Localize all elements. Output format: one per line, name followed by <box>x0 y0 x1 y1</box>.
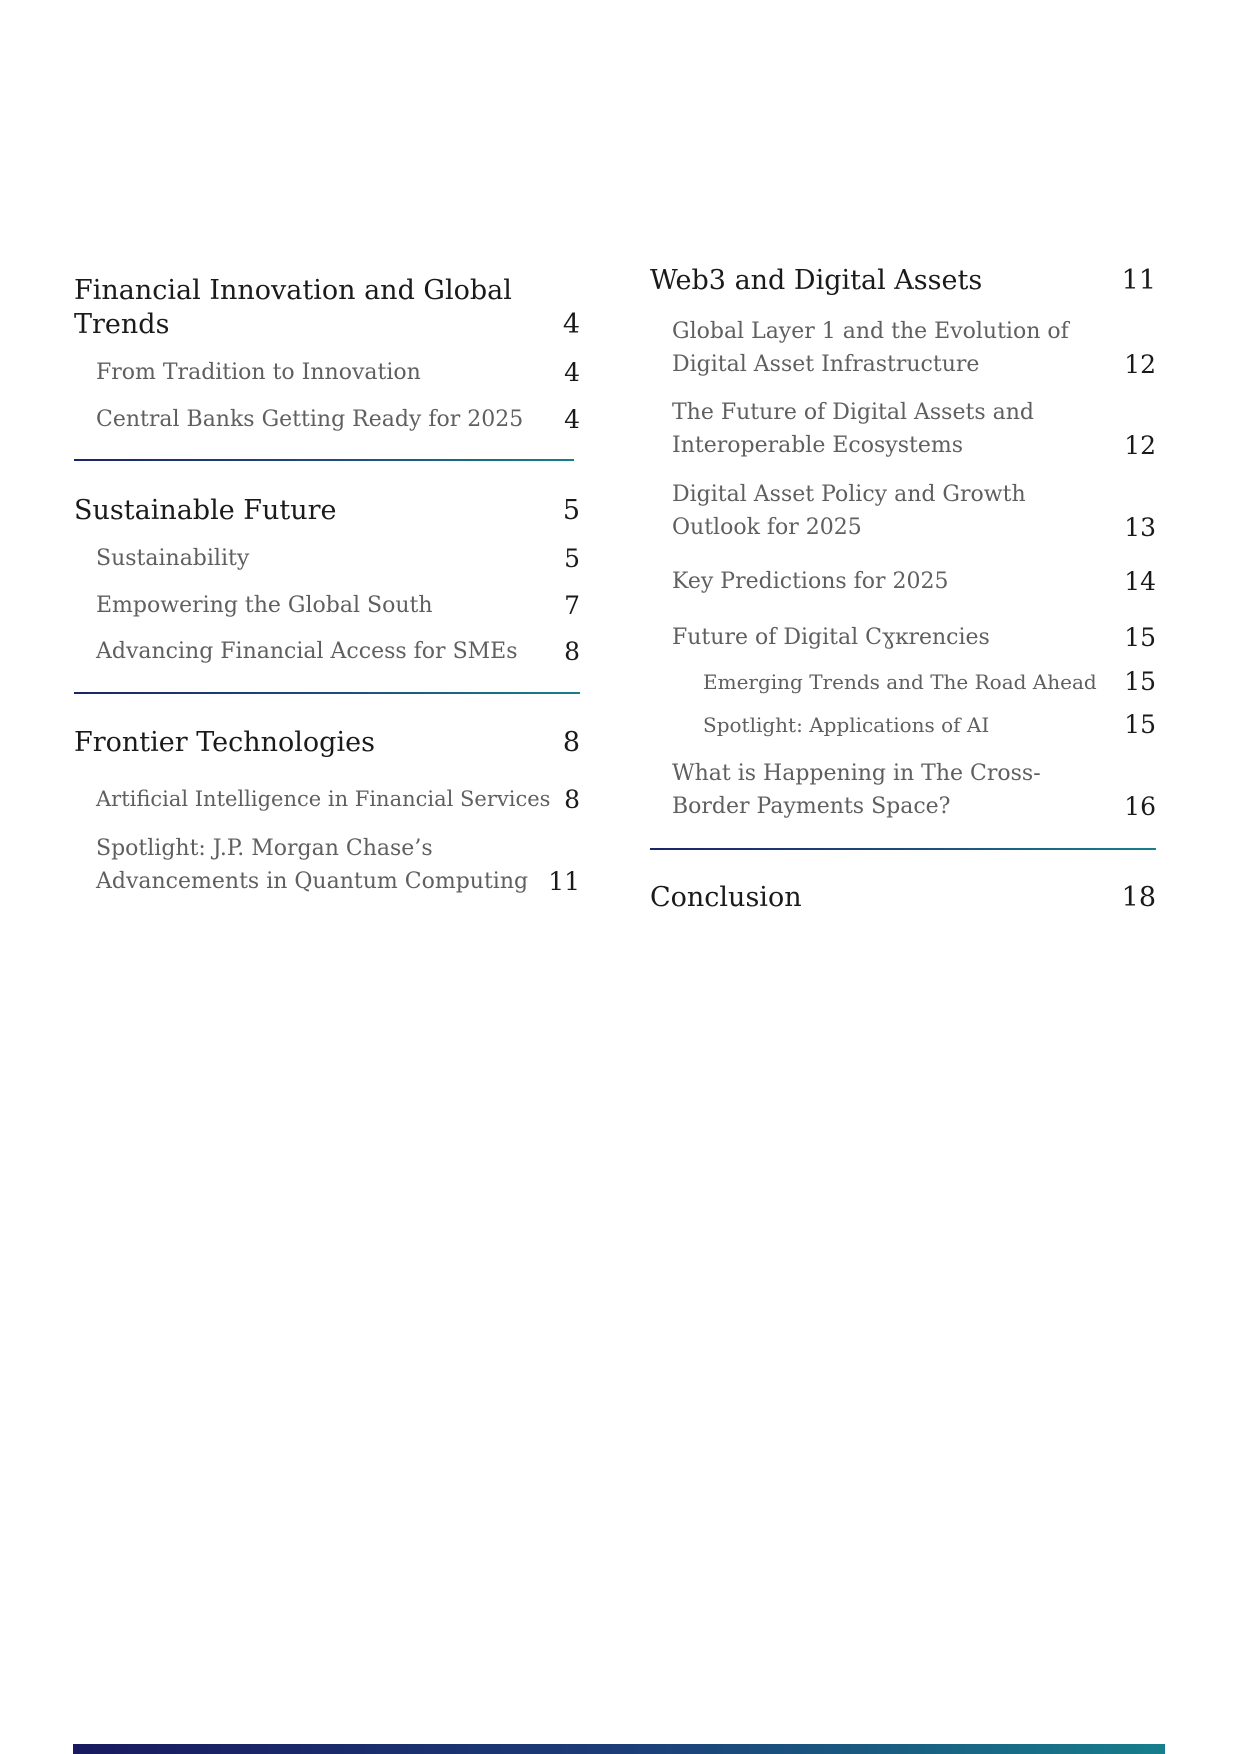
toc-entry-policy-outlook[interactable] <box>650 478 1156 544</box>
toc-entry-smes[interactable] <box>74 635 580 668</box>
toc-entry-quantum-computing[interactable] <box>74 832 580 898</box>
toc-entry-title: Web3 and Digital Assets <box>650 265 983 296</box>
toc-entry-title: Financial Innovation and Global Trends <box>74 275 512 340</box>
toc-entry-title: Sustainable Future <box>74 495 337 526</box>
toc-entry-page: 4 <box>564 405 580 434</box>
toc-entry-central-banks[interactable] <box>74 403 580 436</box>
toc-entry-frontier-technologies[interactable] <box>74 726 580 760</box>
toc-entry-global-south[interactable] <box>74 589 580 622</box>
toc-entry-conclusion[interactable] <box>650 881 1156 915</box>
toc-entry-page: 8 <box>562 727 580 758</box>
toc-entry-title: Spotlight: Applications of AI <box>703 713 990 737</box>
toc-entry-emerging-trends[interactable] <box>650 668 1156 696</box>
toc-entry-title: Artificial Intelligence in Financial Services <box>96 787 551 811</box>
toc-entry-title: Conclusion <box>650 882 802 913</box>
toc-entry-page: 11 <box>548 867 580 896</box>
toc-entry-title: The Future of Digital Assets and Interoperable Ecosystems <box>672 400 1034 458</box>
toc-entry-web3[interactable] <box>650 264 1156 298</box>
toc-entry-page: 13 <box>1124 513 1156 542</box>
toc-entry-page: 18 <box>1121 882 1156 913</box>
toc-entry-title: Emerging Trends and The Road Ahead <box>703 670 1097 694</box>
toc-entry-page: 5 <box>564 544 580 573</box>
toc-entry-page: 16 <box>1124 792 1156 821</box>
footer-gradient-bar <box>73 1744 1165 1754</box>
toc-entry-page: 7 <box>564 591 580 620</box>
toc-entry-title: Advancing Financial Access for SMEs <box>96 639 518 664</box>
toc-entry-page: 12 <box>1124 350 1156 379</box>
toc-entry-title: Frontier Technologies <box>74 727 375 758</box>
toc-entry-title: What is Happening in The Cross-Border Payments Space? <box>672 761 1041 819</box>
toc-entry-page: 8 <box>564 637 580 666</box>
toc-entry-title: Spotlight: J.P. Morgan Chase’s Advancements in Quantum Computing <box>96 836 529 894</box>
toc-entry-page: 8 <box>564 785 580 814</box>
toc-entry-page: 11 <box>1121 265 1156 296</box>
toc-entry-cross-border[interactable] <box>650 757 1156 823</box>
toc-entry-page: 5 <box>562 495 580 526</box>
toc-entry-page: 15 <box>1124 623 1156 652</box>
toc-entry-financial-innovation[interactable] <box>74 274 580 342</box>
toc-entry-title: Sustainability <box>96 546 250 571</box>
toc-entry-page: 12 <box>1124 431 1156 460</box>
toc-entry-title: From Tradition to Innovation <box>96 360 421 385</box>
toc-entry-title: Empowering the Global South <box>96 593 433 618</box>
toc-entry-ai-financial-services[interactable] <box>74 783 580 816</box>
toc-entry-sustainability[interactable] <box>74 542 580 575</box>
toc-entry-page: 4 <box>564 358 580 387</box>
section-divider <box>74 459 574 461</box>
toc-entry-sustainable-future[interactable] <box>74 494 580 528</box>
toc-entry-title: Global Layer 1 and the Evolution of Digital Asset Infrastructure <box>672 319 1069 377</box>
toc-entry-page: 15 <box>1124 710 1156 739</box>
section-divider <box>74 692 580 694</box>
toc-entry-title: Central Banks Getting Ready for 2025 <box>96 407 524 432</box>
toc-entry-applications-ai[interactable] <box>650 711 1156 739</box>
toc-entry-future-digital-assets[interactable] <box>650 396 1156 462</box>
toc-entry-page: 14 <box>1124 567 1156 596</box>
toc-entry-page: 4 <box>562 309 580 340</box>
section-divider <box>650 848 1156 850</box>
toc-entry-global-layer-1[interactable] <box>650 315 1156 381</box>
toc-entry-title: Key Predictions for 2025 <box>672 569 949 594</box>
toc-entry-from-tradition[interactable] <box>74 356 580 389</box>
toc-entry-title: Future of Digital Cɣĸrencies <box>672 625 990 650</box>
toc-entry-title: Digital Asset Policy and Growth Outlook for 2025 <box>672 482 1026 540</box>
toc-entry-key-predictions[interactable] <box>650 565 1156 598</box>
toc-entry-page: 15 <box>1124 667 1156 696</box>
toc-entry-digital-currencies[interactable] <box>650 621 1156 654</box>
